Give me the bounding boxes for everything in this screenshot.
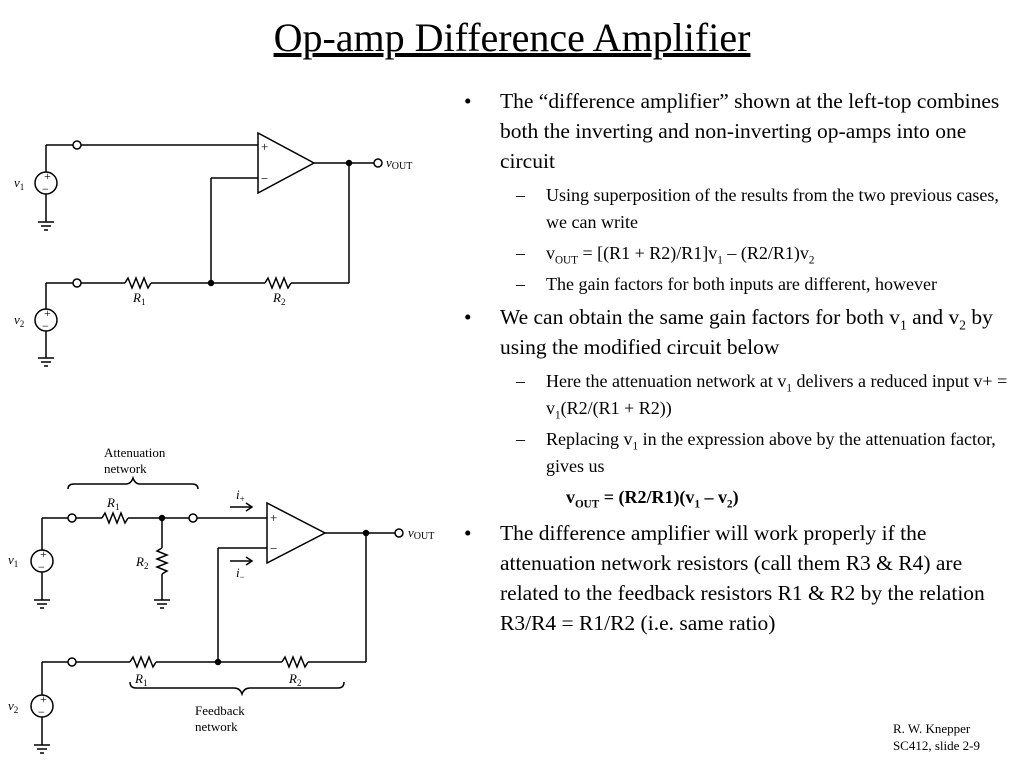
opamp-plus: + <box>261 139 269 154</box>
bullet-2: • We can obtain the same gain factors for both $v_1$ and $v_2$ by using the modified circuit below <box>458 302 1008 362</box>
r1-atten-label: $R_1$ <box>107 495 120 512</box>
slide-footer <box>893 720 980 754</box>
v2-plus-sign: + <box>44 306 51 320</box>
circuit-diagrams <box>0 0 450 768</box>
v1-minus-sign: − <box>38 560 45 574</box>
sub-bullet-1-2: – $v_{OUT} = [(R1 + R2)/R1]v_1 - (R2/R1)v_2$ <box>458 240 1008 267</box>
footer-slide-number: SC412, slide 2-9 <box>892 738 980 753</box>
v2-label: $v_2$ <box>14 312 25 329</box>
r2-feedback-resistor-icon <box>282 657 308 667</box>
sub-bullet-2-2: – Replacing $v_1$ in the expression above by the attenuation factor, gives us <box>458 426 1008 480</box>
bullet-3: • The difference amplifier will work properly if the attenuation network resistors (call them R3 & R4) are related to the feedback resistors R1 & R2 by the relation R3/R4 = R1/R2 (i.e. same ratio) <box>458 518 1008 638</box>
vout-label: vOUT <box>386 155 413 172</box>
i-minus-label: $i_-$ <box>236 565 245 582</box>
r2-atten-label: $R_2$ <box>136 554 149 571</box>
feedback-brace <box>130 682 344 694</box>
vout-label: vOUT <box>408 525 435 542</box>
r2-feedback-label: $R_2$ <box>289 671 302 688</box>
v2-minus-sign: − <box>38 705 45 719</box>
attenuation-brace <box>68 478 198 489</box>
bullet-1: • The “difference amplifier” shown at the left-top combines both the inverting and non-inverting op-amps into one circuit <box>458 86 1008 176</box>
r1-feedback-resistor-icon <box>130 657 156 667</box>
sub-bullet-1-3: – The gain factors for both inputs are different, however <box>458 271 1008 298</box>
v1-plus-sign: + <box>40 547 47 561</box>
feedback-label-line2: network <box>195 719 238 734</box>
sub-bullet-2-1: – Here the attenuation network at $v_1$ delivers a reduced input $v+ = v_1(R2/(R1 + R2))$ <box>458 368 1008 422</box>
v1-plus-sign: + <box>44 169 51 183</box>
v2-minus-sign: − <box>42 319 49 333</box>
r1-feedback-label: $R_1$ <box>135 671 148 688</box>
opamp-minus: − <box>261 171 269 186</box>
attenuation-label-line2: network <box>104 461 147 476</box>
r1-atten-resistor-icon <box>102 513 128 523</box>
v1-label: $v_1$ <box>14 175 25 192</box>
v1-label: $v_1$ <box>8 552 19 569</box>
r1-label: $R_1$ <box>133 290 146 307</box>
page-title: Op-amp Difference Amplifier <box>273 15 751 60</box>
r1-resistor-icon <box>125 278 151 288</box>
v1-minus-sign: − <box>42 182 49 196</box>
footer-author: R. W. Knepper <box>892 721 971 736</box>
r2-label: $R_2$ <box>273 290 286 307</box>
opamp-plus: + <box>270 510 278 525</box>
r2-resistor-icon <box>265 278 291 288</box>
sub-bullet-1-1: – Using superposition of the results from the two previous cases, we can write <box>458 182 1008 236</box>
r2-atten-resistor-icon <box>157 548 167 574</box>
v2-plus-sign: + <box>40 692 47 706</box>
opamp-minus: − <box>270 541 278 556</box>
v2-label: $v_2$ <box>8 698 19 715</box>
result-equation: $v_{OUT} = (R2/R1)(v_1 - v_2)$ <box>566 487 739 511</box>
i-plus-label: $i_+$ <box>236 487 245 504</box>
attenuation-label-line1: Attenuation <box>104 445 166 460</box>
bullet-list <box>458 86 1008 644</box>
top-circuit <box>35 133 382 366</box>
feedback-label-line1: Feedback <box>195 703 245 718</box>
